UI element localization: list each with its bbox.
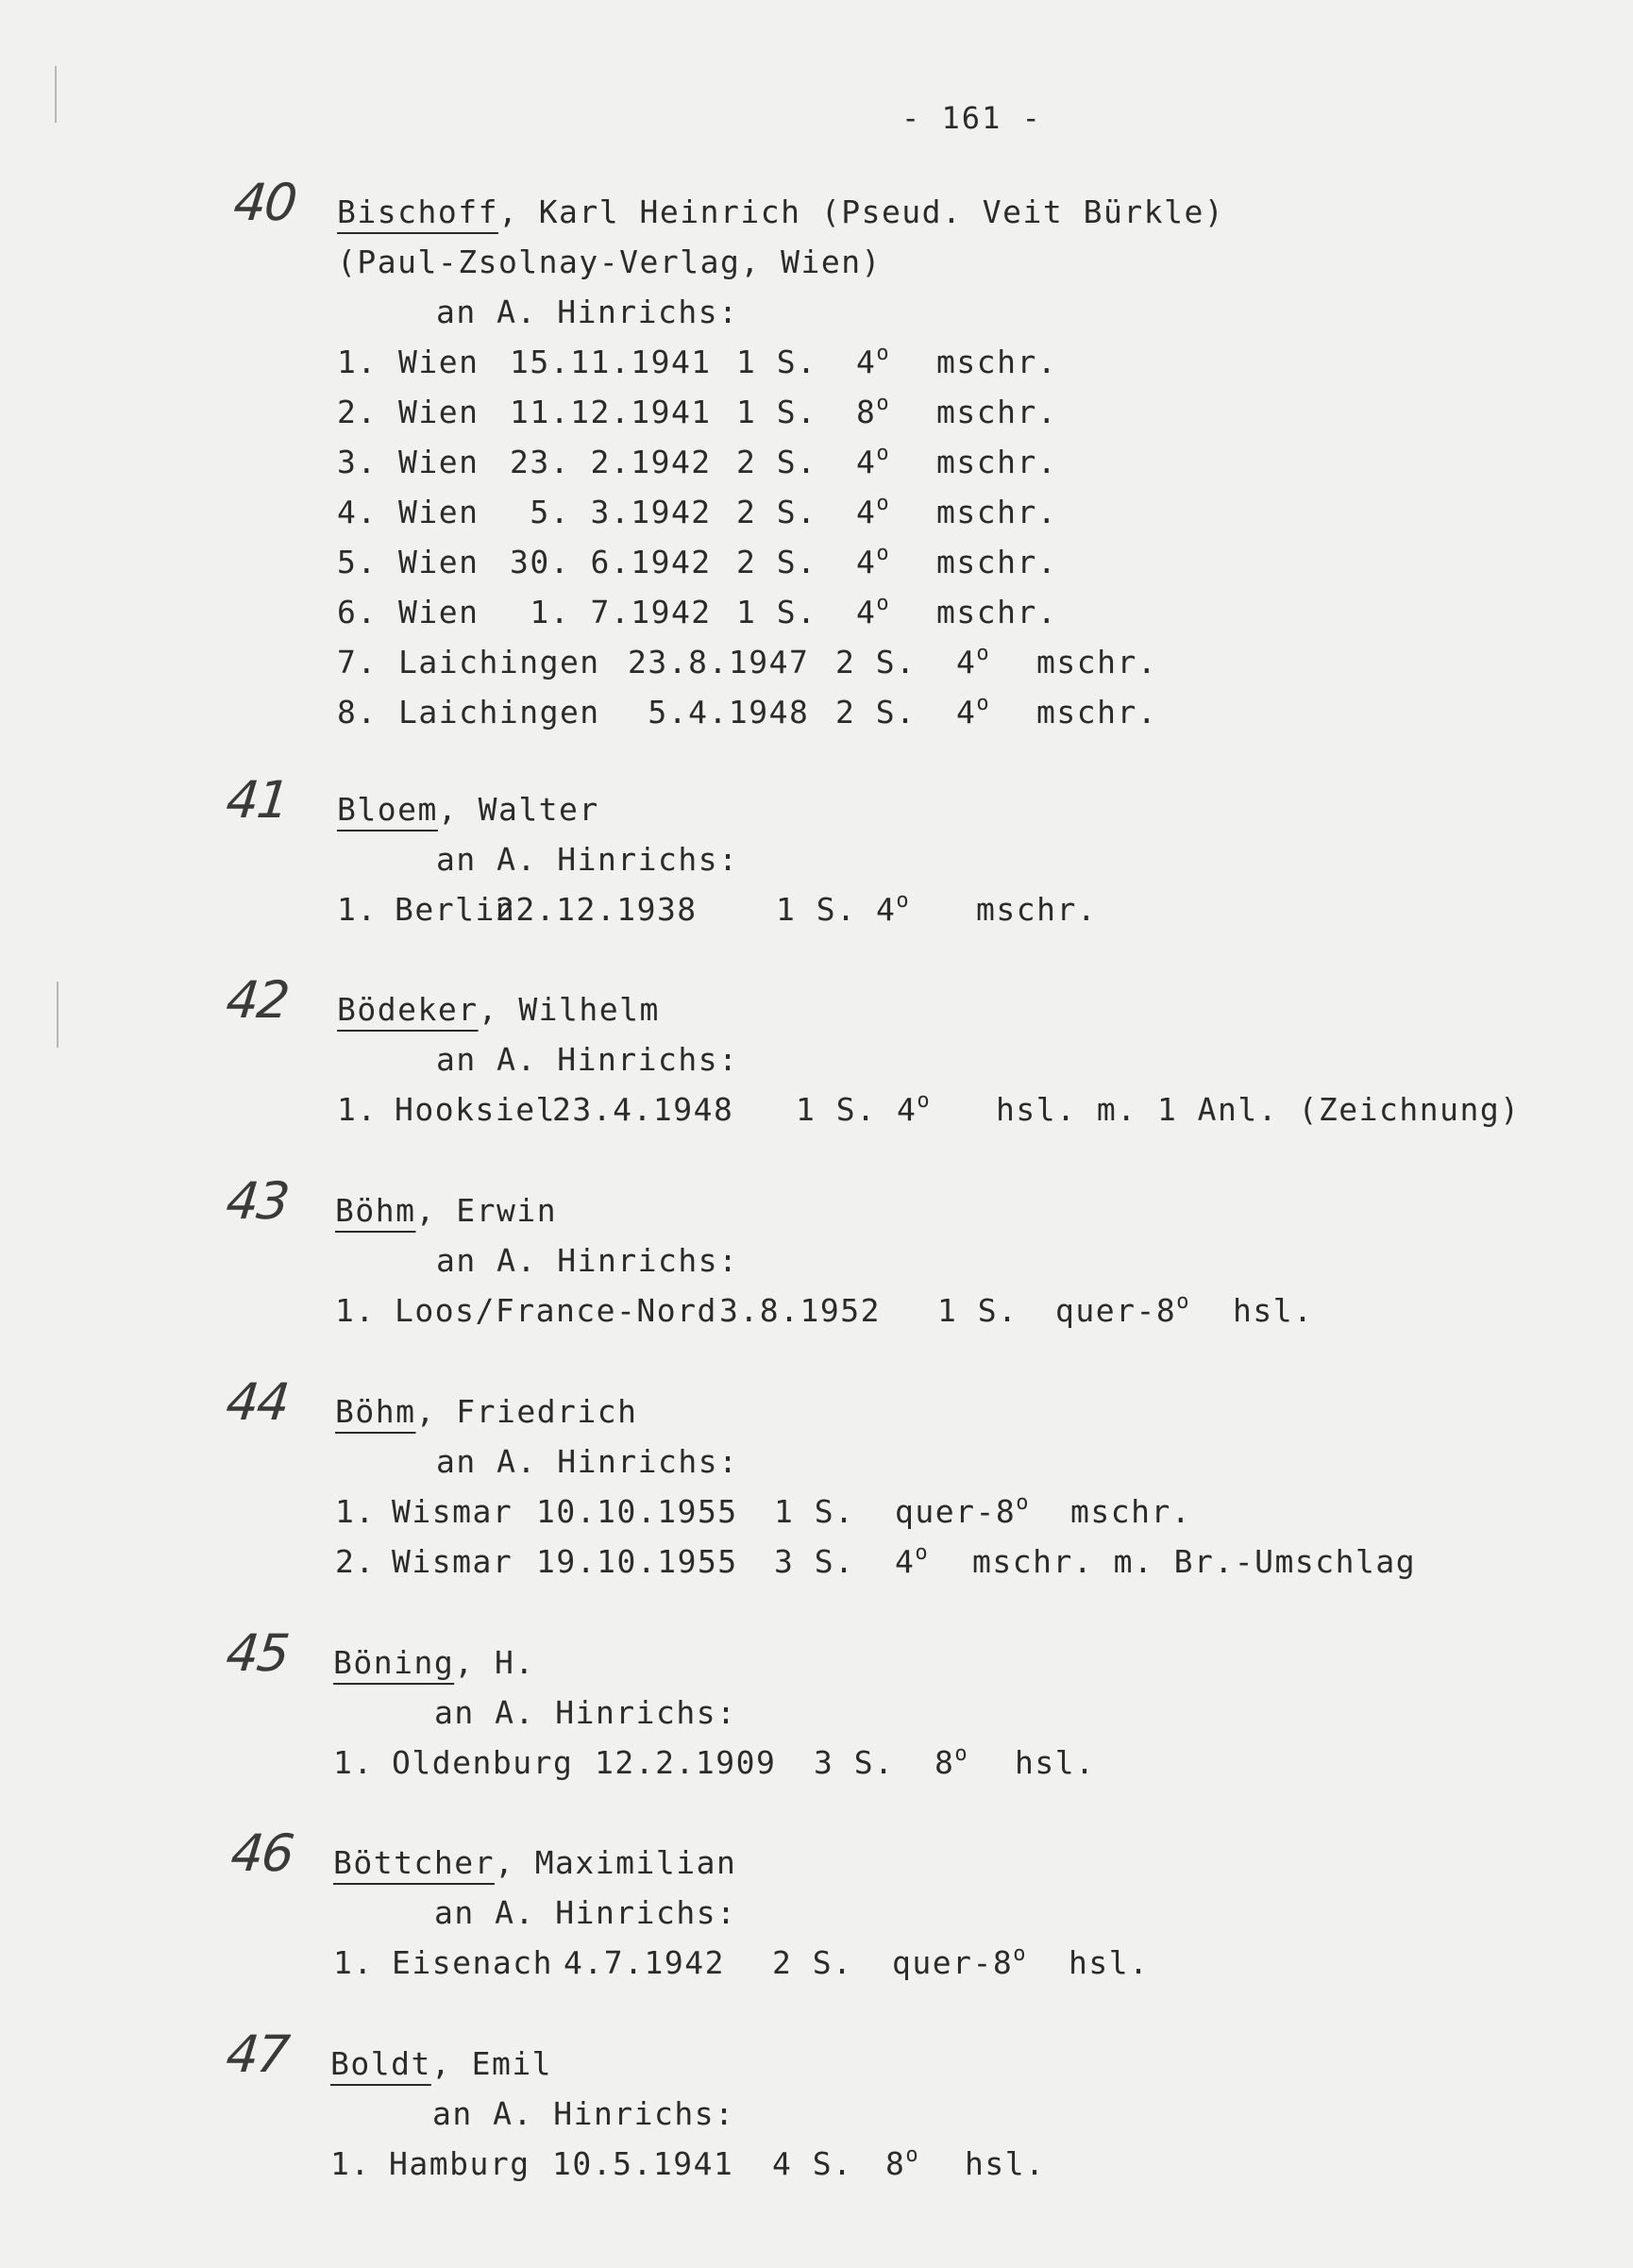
letter-type: hsl. [1069, 1944, 1150, 1981]
letter-type: mschr. [936, 594, 1058, 630]
letter-type: mschr. [936, 494, 1058, 530]
letter-pages: 2 S. [736, 544, 817, 580]
letter-pages: 1 S. [736, 594, 817, 630]
format-degree-mark: o [876, 492, 891, 515]
recipient-line: an A. Hinrichs: [432, 2095, 735, 2132]
format-size: 8 [856, 394, 877, 430]
letter-pages: 2 S. [835, 694, 917, 731]
letter-pages: 2 S. [772, 1944, 853, 1981]
recipient-line: an A. Hinrichs: [436, 841, 739, 878]
correspondent-surname: Böning [333, 1644, 455, 1681]
correspondent-given-name: , Karl Heinrich (Pseud. Veit Bürkle) [497, 193, 1225, 230]
format-size: 4 [876, 891, 897, 928]
letter-row [0, 1944, 1633, 1994]
letter-place: Oldenburg [392, 1744, 574, 1781]
entry-number-handwritten: 44 [223, 1372, 292, 1432]
letter-row [0, 891, 1633, 941]
letter-type: hsl. [965, 2145, 1046, 2182]
format-degree-mark: o [896, 889, 911, 913]
letter-index: 1. [337, 1091, 378, 1128]
format-degree-mark: o [876, 342, 891, 365]
letter-date: 10.10.1955 [536, 1493, 738, 1530]
correspondent-surname: Bischoff [337, 193, 498, 230]
format-size: 4 [856, 594, 877, 630]
letter-index: 4. [337, 494, 378, 530]
format-size: quer-8 [892, 1944, 1014, 1981]
correspondent-given-name: , H. [454, 1644, 535, 1681]
letter-date: 19.10.1955 [536, 1543, 738, 1580]
letter-index: 1. [337, 344, 378, 380]
letter-row [0, 1091, 1633, 1141]
format-degree-mark: o [876, 392, 891, 415]
letter-row [0, 1292, 1633, 1342]
correspondent-surname: Boldt [330, 2045, 431, 2082]
letter-pages: 2 S. [736, 444, 817, 480]
format-degree-mark: o [954, 1742, 969, 1766]
entry-number-handwritten: 43 [223, 1171, 292, 1231]
entry-number-handwritten: 47 [223, 2024, 292, 2084]
format-degree-mark: o [1016, 1491, 1030, 1515]
entry-heading [337, 193, 1224, 230]
format-degree-mark: o [876, 592, 891, 615]
letter-pages: 3 S. [774, 1543, 855, 1580]
letter-index: 1. [333, 1944, 374, 1981]
letter-format [934, 1744, 968, 1781]
correspondent-surname: Bödeker [337, 991, 479, 1028]
letter-format [856, 344, 890, 380]
format-size: 4 [956, 644, 977, 680]
format-size: 4 [897, 1091, 918, 1128]
entry-heading [333, 1644, 535, 1681]
letter-place: Eisenach [392, 1944, 553, 1981]
letter-index: 5. [337, 544, 378, 580]
format-size: 4 [856, 494, 877, 530]
letter-format [856, 594, 890, 630]
letter-pages: 1 S. [774, 1493, 855, 1530]
letter-row [0, 1744, 1633, 1794]
letter-type: mschr. [936, 444, 1058, 480]
format-degree-mark: o [876, 442, 891, 465]
letter-row [0, 694, 1633, 744]
letter-pages: 2 S. [835, 644, 917, 680]
recipient-line: an A. Hinrichs: [436, 1041, 739, 1078]
letter-row [0, 394, 1633, 444]
letter-place: Wien [398, 444, 480, 480]
letter-date: 22.12.1938 [496, 891, 698, 928]
letter-place: Hooksiel [395, 1091, 556, 1128]
letter-place: Laichingen [398, 644, 600, 680]
format-size: 8 [934, 1744, 955, 1781]
correspondent-given-name: , Maximilian [494, 1844, 737, 1881]
letter-pages: 1 S. [736, 344, 817, 380]
letter-place: Wismar [392, 1493, 513, 1530]
entry-heading [337, 991, 660, 1028]
format-size: quer-8 [1055, 1292, 1177, 1329]
letter-date: 5. 3.1942 [510, 494, 712, 530]
correspondent-given-name: , Walter [437, 791, 599, 828]
letter-row [0, 644, 1633, 694]
letter-format [956, 694, 990, 731]
entry-number-handwritten: 41 [223, 770, 292, 830]
letter-index: 1. [333, 1744, 374, 1781]
correspondent-surname: Böttcher [333, 1844, 495, 1881]
letter-format [895, 1493, 1030, 1530]
recipient-line: an A. Hinrichs: [434, 1694, 737, 1731]
format-degree-mark: o [1013, 1942, 1027, 1966]
letter-format [895, 1543, 929, 1580]
letter-date: 11.12.1941 [510, 394, 712, 430]
format-size: 4 [956, 694, 977, 731]
letter-format [856, 444, 890, 480]
entry-heading [337, 791, 599, 828]
correspondent-surname: Bloem [337, 791, 438, 828]
format-size: quer-8 [895, 1493, 1017, 1530]
recipient-line: an A. Hinrichs: [434, 1894, 737, 1931]
letter-index: 7. [337, 644, 378, 680]
letter-format [892, 1944, 1027, 1981]
scan-edge-mark [57, 982, 59, 1048]
letter-type: hsl. [1015, 1744, 1096, 1781]
letter-place: Loos/France-Nord [395, 1292, 717, 1329]
letter-index: 1. [337, 891, 378, 928]
format-degree-mark: o [917, 1089, 932, 1113]
entry-heading [335, 1393, 638, 1430]
letter-date: 15.11.1941 [510, 344, 712, 380]
entry-heading [333, 1844, 736, 1881]
letter-format [956, 644, 990, 680]
letter-pages: 1 S. [776, 891, 857, 928]
recipient-line: an A. Hinrichs: [436, 294, 739, 330]
format-degree-mark: o [1176, 1290, 1190, 1314]
letter-date: 23.4.1948 [552, 1091, 734, 1128]
format-size: 4 [856, 344, 877, 380]
letter-type: mschr. [936, 544, 1058, 580]
recipient-line: an A. Hinrichs: [436, 1242, 739, 1279]
correspondent-surname: Böhm [335, 1192, 416, 1229]
letter-place: Wien [398, 594, 480, 630]
letter-row [0, 544, 1633, 594]
letter-row [0, 594, 1633, 644]
letter-place: Wien [398, 344, 480, 380]
letter-pages: 1 S. [796, 1091, 877, 1128]
letter-index: 8. [337, 694, 378, 731]
letter-place: Wien [398, 494, 480, 530]
scan-edge-mark [55, 66, 57, 123]
format-degree-mark: o [976, 642, 991, 665]
letter-date: 23. 2.1942 [510, 444, 712, 480]
letter-place: Wien [398, 394, 480, 430]
letter-row [0, 1543, 1633, 1593]
letter-format [876, 891, 910, 928]
format-size: 8 [885, 2145, 906, 2182]
entry-number-handwritten: 40 [230, 173, 299, 232]
letter-type: mschr. [1036, 694, 1158, 731]
letter-type: mschr. m. Br.-Umschlag [972, 1543, 1417, 1580]
entry-heading [330, 2045, 552, 2082]
letter-format [856, 544, 890, 580]
entry-number-handwritten: 45 [223, 1623, 292, 1683]
letter-place: Laichingen [398, 694, 600, 731]
letter-date: 4.7.1942 [564, 1944, 725, 1981]
recipient-line: an A. Hinrichs: [436, 1443, 739, 1480]
letter-format [856, 494, 890, 530]
correspondent-given-name: , Friedrich [415, 1393, 638, 1430]
letter-index: 1. [335, 1493, 376, 1530]
letter-index: 3. [337, 444, 378, 480]
letter-date: 5.4.1948 [628, 694, 810, 731]
letter-pages: 3 S. [814, 1744, 895, 1781]
format-size: 4 [856, 544, 877, 580]
letter-index: 2. [335, 1543, 376, 1580]
letter-type: mschr. [936, 344, 1058, 380]
entry-heading [335, 1192, 557, 1229]
letter-format [1055, 1292, 1190, 1329]
publisher-note: (Paul-Zsolnay-Verlag, Wien) [337, 244, 882, 280]
format-degree-mark: o [876, 542, 891, 565]
letter-format [885, 2145, 919, 2182]
letter-type: mschr. [1036, 644, 1158, 680]
format-degree-mark: o [976, 692, 991, 715]
correspondent-surname: Böhm [335, 1393, 416, 1430]
letter-row [0, 494, 1633, 544]
correspondent-given-name: , Erwin [415, 1192, 558, 1229]
letter-date: 30. 6.1942 [510, 544, 712, 580]
letter-date: 23.8.1947 [628, 644, 810, 680]
letter-type: mschr. [936, 394, 1058, 430]
letter-type: mschr. [1070, 1493, 1192, 1530]
letter-type: hsl. [1233, 1292, 1314, 1329]
letter-row [0, 1493, 1633, 1543]
letter-format [897, 1091, 931, 1128]
format-size: 4 [895, 1543, 916, 1580]
letter-pages: 1 S. [736, 394, 817, 430]
letter-date: 10.5.1941 [552, 2145, 734, 2182]
letter-row [0, 444, 1633, 494]
letter-index: 1. [335, 1292, 376, 1329]
letter-format [856, 394, 890, 430]
letter-index: 6. [337, 594, 378, 630]
letter-row [0, 344, 1633, 394]
format-degree-mark: o [905, 2143, 920, 2167]
letter-pages: 2 S. [736, 494, 817, 530]
page-number: - 161 - [901, 100, 1042, 136]
correspondent-given-name: , Wilhelm [478, 991, 660, 1028]
entry-number-handwritten: 42 [223, 970, 292, 1030]
letter-pages: 4 S. [772, 2145, 853, 2182]
letter-row [0, 2145, 1633, 2195]
letter-type: hsl. m. 1 Anl. (Zeichnung) [996, 1091, 1521, 1128]
letter-place: Wismar [392, 1543, 513, 1580]
letter-type: mschr. [976, 891, 1098, 928]
letter-date: 1. 7.1942 [510, 594, 712, 630]
format-size: 4 [856, 444, 877, 480]
letter-date: 12.2.1909 [595, 1744, 777, 1781]
letter-date: 3.8.1952 [719, 1292, 881, 1329]
correspondent-given-name: , Emil [430, 2045, 553, 2082]
letter-place: Hamburg [389, 2145, 530, 2182]
letter-pages: 1 S. [937, 1292, 1019, 1329]
letter-place: Berlin [395, 891, 516, 928]
letter-index: 2. [337, 394, 378, 430]
format-degree-mark: o [915, 1541, 930, 1565]
entry-number-handwritten: 46 [227, 1823, 296, 1883]
letter-place: Wien [398, 544, 480, 580]
letter-index: 1. [330, 2145, 371, 2182]
